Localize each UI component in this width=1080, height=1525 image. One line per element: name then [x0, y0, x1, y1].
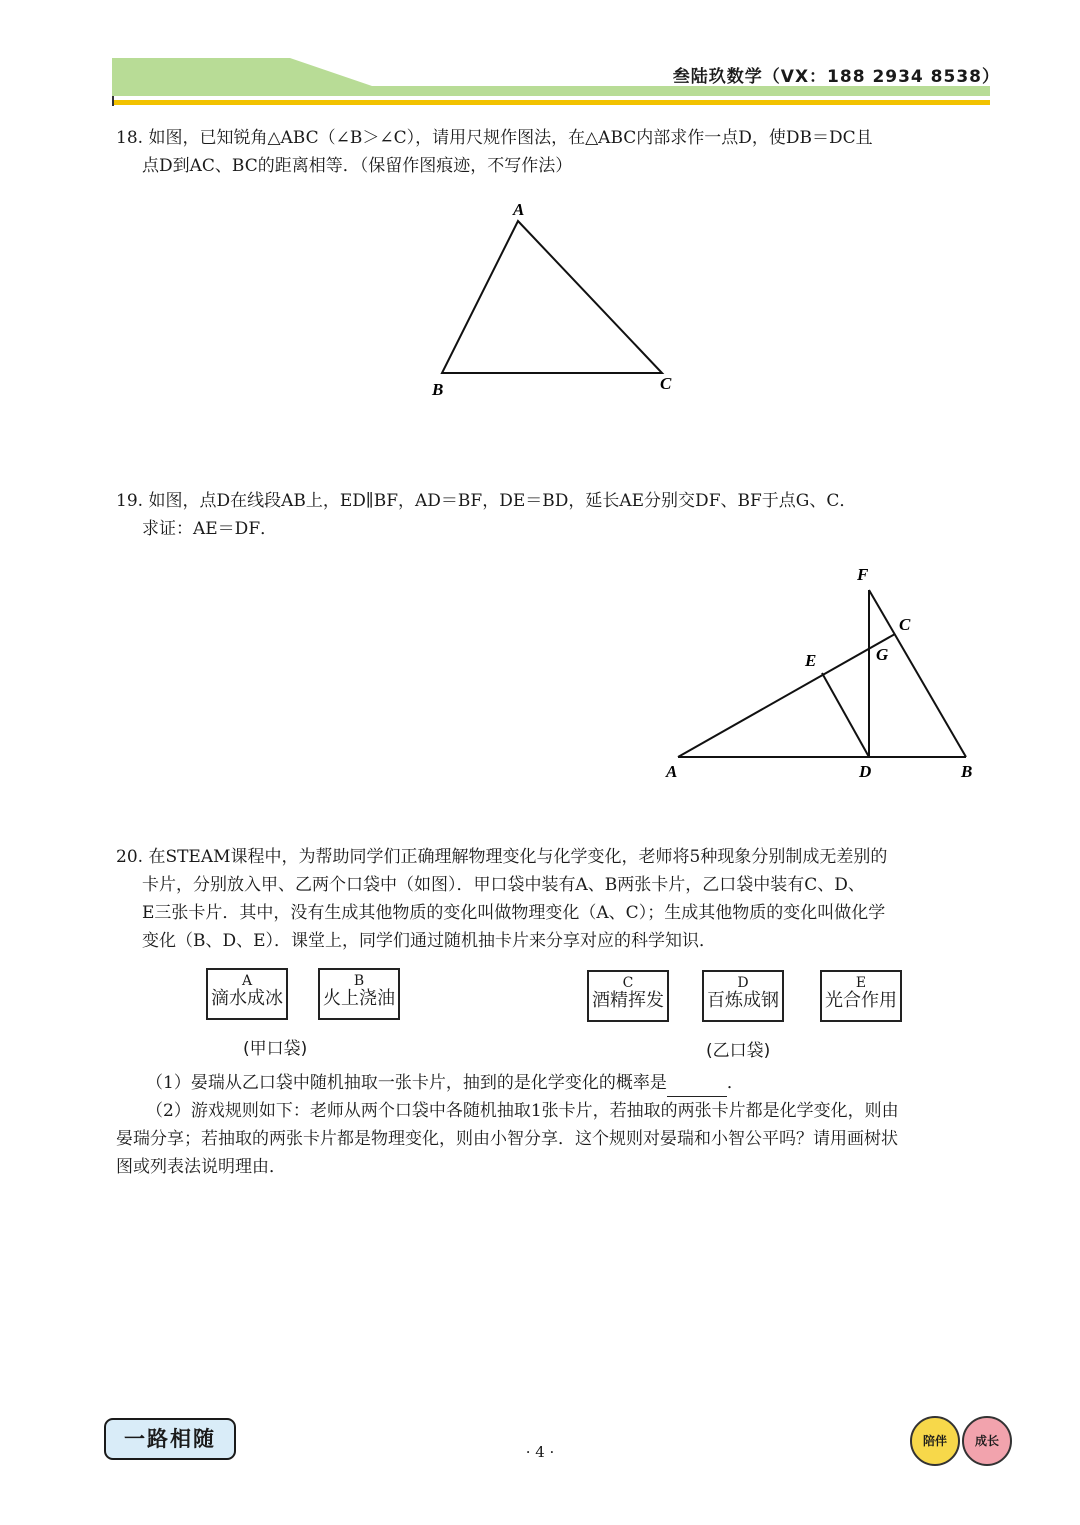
- answer-blank[interactable]: [667, 1078, 727, 1097]
- q20-sub2-line2: 晏瑞分享；若抽取的两张卡片都是物理变化，则由小智分享．这个规则对晏瑞和小智公平吗？请用画树状: [116, 1129, 898, 1149]
- q20-sub1-text: （1）晏瑞从乙口袋中随机抽取一张卡片，抽到的是化学变化的概率是: [146, 1073, 667, 1093]
- q20-line3: E三张卡片．其中，没有生成其他物质的变化叫做物理变化（A、C）；生成其他物质的变化叫做化学: [142, 903, 886, 923]
- header-title: 叁陆玖数学（VX：188 2934 8538）: [672, 67, 1000, 87]
- footer-circle-peiban: 陪伴: [910, 1416, 960, 1466]
- label-b: B: [961, 762, 973, 781]
- footer-badge: 一路相随: [104, 1418, 236, 1460]
- card-name: 百炼成钢: [707, 990, 779, 1011]
- bag-jia-label: (甲口袋): [243, 1039, 308, 1059]
- card-letter: A: [241, 973, 253, 989]
- label-e: E: [805, 651, 817, 670]
- q20-subquestions: [116, 1069, 1006, 1181]
- bag-yi-label: (乙口袋): [706, 1041, 771, 1061]
- segment-ed: [822, 673, 869, 757]
- label-c: C: [660, 374, 672, 393]
- card-name: 滴水成冰: [211, 988, 283, 1009]
- card-name: 酒精挥发: [592, 990, 664, 1011]
- card-letter: E: [855, 975, 867, 991]
- q19-line1: 19. 如图，点D在线段AB上，ED∥BF，AD＝BF，DE＝BD，延长AE分别交DF、BF于点G、C．: [116, 491, 857, 511]
- triangle-abc: [442, 221, 662, 373]
- card-letter: C: [622, 975, 634, 991]
- question-20: [116, 843, 1006, 955]
- footer-circle-chengzhang: 成长: [962, 1416, 1012, 1466]
- card-name: 火上浇油: [323, 988, 395, 1009]
- q19-geometry-figure: [650, 560, 990, 790]
- label-f: F: [857, 565, 869, 584]
- header-tick: [112, 96, 114, 106]
- q20-line1: 20. 在STEAM课程中，为帮助同学们正确理解物理变化与化学变化，老师将5种现象分别制成无差别的: [116, 847, 888, 867]
- card-b: [318, 968, 400, 1020]
- card-letter: B: [353, 973, 365, 989]
- q20-sub1: [116, 1069, 1006, 1097]
- label-c: C: [899, 615, 911, 634]
- label-a: A: [666, 762, 678, 781]
- card-c: [587, 970, 669, 1022]
- question-18: [116, 124, 1006, 180]
- header-decoration: [0, 0, 1080, 110]
- card-d: [702, 970, 784, 1022]
- q20-line2: 卡片，分别放入甲、乙两个口袋中（如图）．甲口袋中装有A、B两张卡片，乙口袋中装有C、D、: [142, 875, 865, 895]
- label-b: B: [432, 380, 444, 399]
- q20-line4: 变化（B、D、E）．课堂上，同学们通过随机抽卡片来分享对应的科学知识．: [142, 931, 717, 951]
- card-a: [206, 968, 288, 1020]
- page-number: · 4 ·: [525, 1443, 555, 1461]
- segment-ac: [678, 634, 895, 757]
- q18-line2: 点D到AC、BC的距离相等．（保留作图痕迹，不写作法）: [142, 156, 573, 176]
- card-e: [820, 970, 902, 1022]
- q20-sub2-line1: （2）游戏规则如下：老师从两个口袋中各随机抽取1张卡片，若抽取的两张卡片都是化学变化，则由: [146, 1101, 899, 1121]
- q20-sub1-end: ．: [726, 1073, 744, 1093]
- label-d: D: [859, 762, 872, 781]
- q20-sub2-line3: 图或列表法说明理由．: [116, 1157, 286, 1177]
- label-a: A: [513, 200, 525, 219]
- question-19: [116, 487, 1006, 543]
- q18-triangle-figure: [420, 195, 700, 405]
- label-g: G: [876, 645, 889, 664]
- q18-line1: 18. 如图，已知锐角△ABC（∠B＞∠C），请用尺规作图法，在△ABC内部求作一点D，使DB＝DC且: [116, 128, 873, 148]
- card-name: 光合作用: [825, 990, 897, 1011]
- card-letter: D: [737, 975, 749, 991]
- header-yellow-line: [112, 100, 990, 105]
- segment-fb: [869, 590, 966, 757]
- q19-line2: 求证：AE＝DF．: [142, 519, 278, 539]
